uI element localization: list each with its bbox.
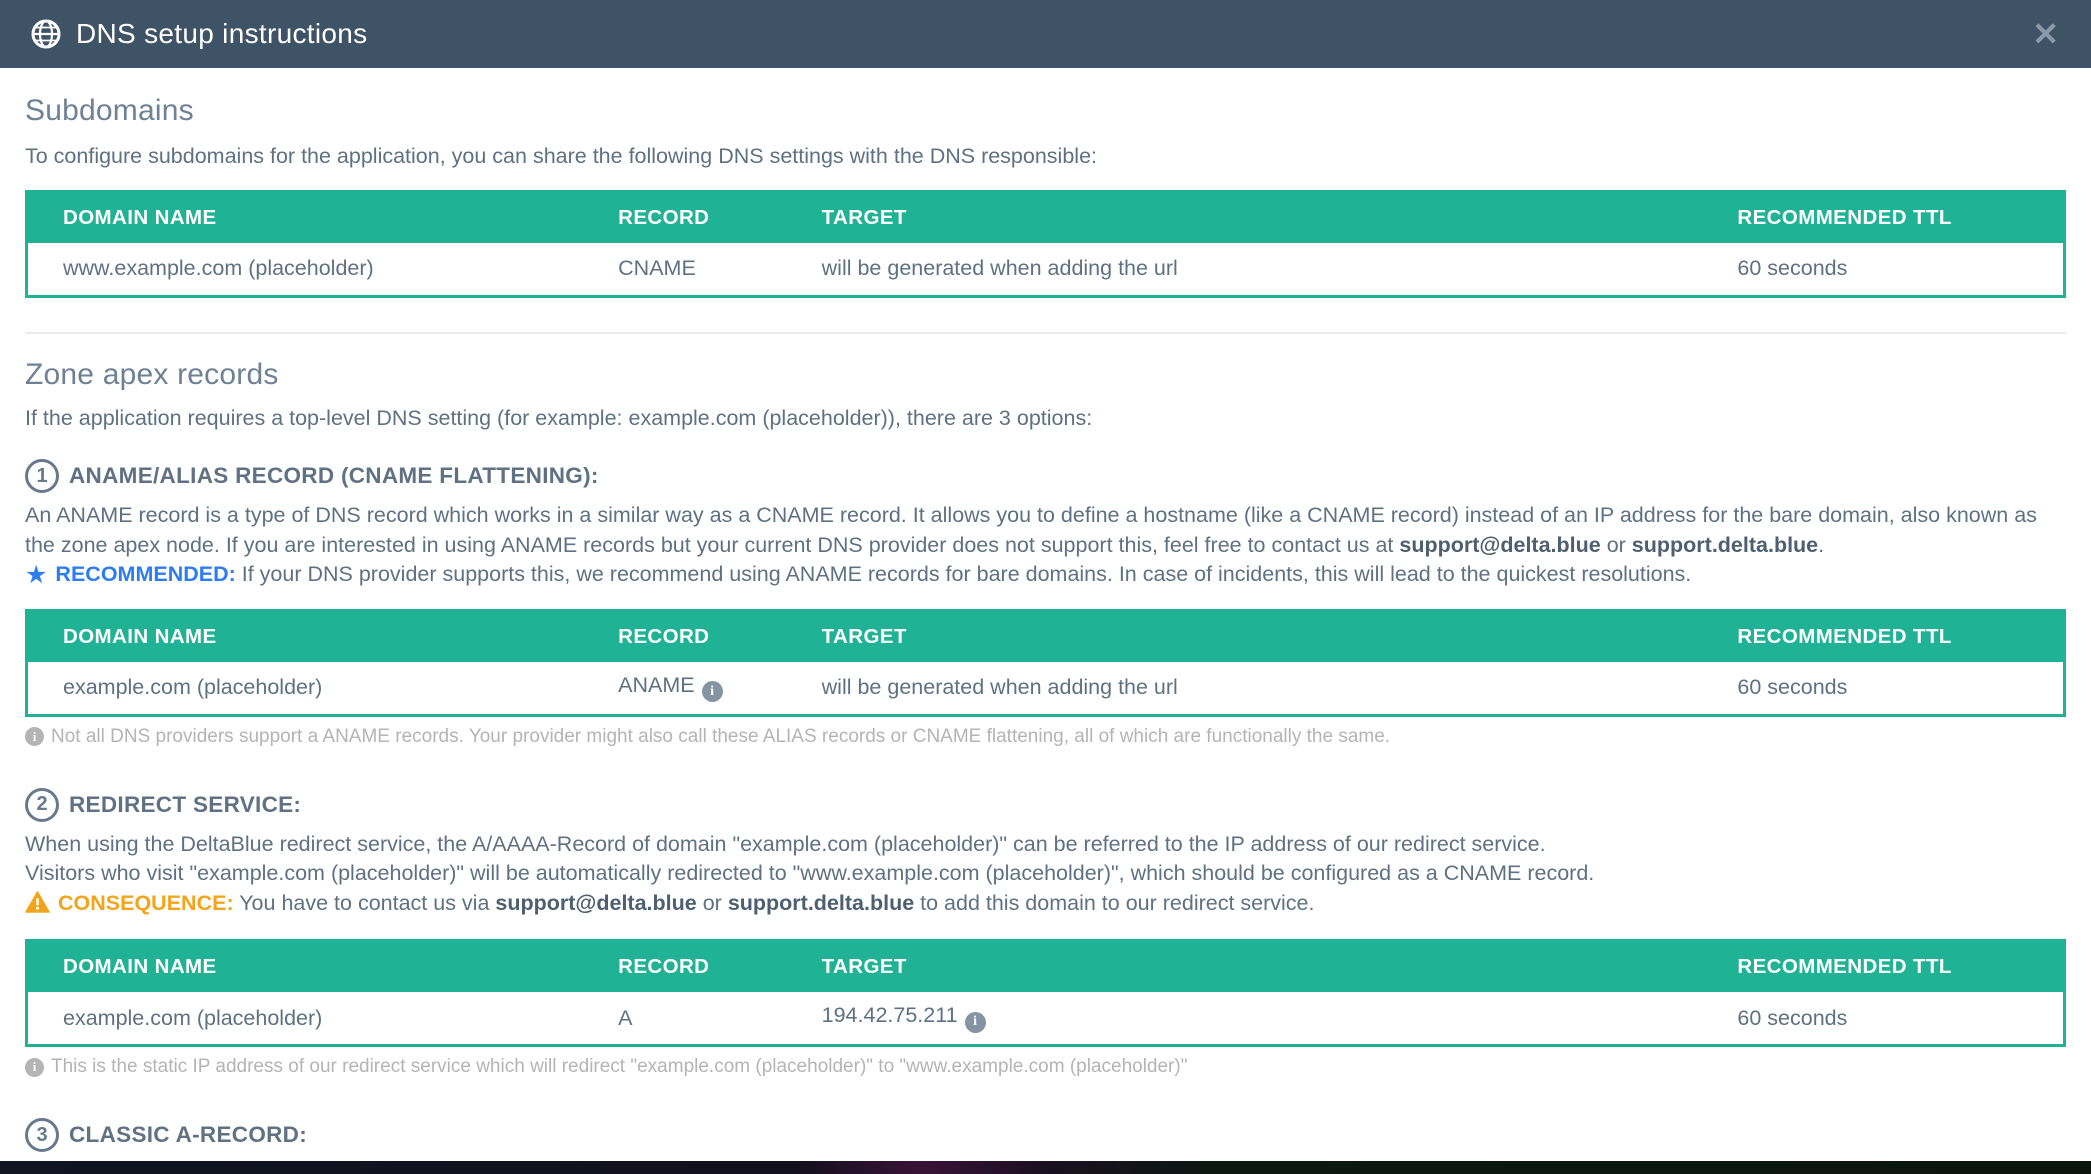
aname-footnote — [25, 726, 2066, 748]
subdomains-heading: Subdomains — [25, 94, 194, 127]
consequence-text-3: to add this domain to our redirect service. — [914, 890, 1315, 915]
number-1-icon: 1 — [25, 459, 59, 493]
info-icon: i — [25, 727, 44, 746]
globe-icon — [30, 18, 62, 50]
cell-record — [618, 662, 822, 714]
column-domain-name: DOMAIN NAME — [28, 193, 618, 243]
consequence-callout — [25, 889, 2066, 922]
recommended-label: RECOMMENDED: — [55, 562, 236, 586]
column-record: RECORD — [618, 193, 822, 243]
cell-domain: example.com (placeholder) — [28, 992, 618, 1044]
support-email: support@delta.blue — [495, 890, 697, 915]
column-record: RECORD — [618, 942, 822, 992]
option2-paragraph — [25, 830, 2066, 922]
aname-footnote-text: Not all DNS providers support a ANAME records. Your provider might also call these ALIAS records or CNAME flattening, all of which are functionally the same. — [51, 725, 1391, 747]
zone-apex-heading: Zone apex records — [25, 357, 279, 391]
column-target: TARGET — [822, 942, 1738, 992]
close-icon[interactable]: ✕ — [2032, 16, 2059, 52]
number-2-icon: 2 — [25, 788, 59, 822]
option1-paragraph — [25, 501, 2066, 591]
cell-record: A — [618, 992, 822, 1044]
section-divider — [25, 332, 2066, 334]
modal-title: DNS setup instructions — [76, 18, 368, 49]
recommended-text: If your DNS provider supports this, we recommend using ANAME records for bare domains. In case of incidents, this will lead to the quickest resolutions. — [235, 562, 1692, 586]
aname-table — [25, 609, 2066, 717]
support-site: support.delta.blue — [727, 890, 915, 915]
support-site: support.delta.blue — [1631, 532, 1819, 557]
cell-target — [822, 992, 1738, 1044]
target-ip-value: 194.42.75.211 — [821, 1003, 958, 1028]
option3-heading — [25, 1118, 2066, 1152]
record-value: ANAME — [618, 672, 695, 697]
cell-ttl: 60 seconds — [1737, 992, 2063, 1044]
zone-apex-intro: If the application requires a top-level DNS setting (for example: example.com (placeholder)), there are 3 options: — [25, 405, 1093, 430]
info-icon[interactable]: i — [702, 681, 723, 702]
info-icon: i — [25, 1058, 44, 1077]
column-domain-name: DOMAIN NAME — [28, 942, 618, 992]
support-email: support@delta.blue — [1399, 532, 1601, 557]
option1-title: ANAME/ALIAS RECORD (CNAME FLATTENING): — [69, 463, 599, 488]
cell-target: will be generated when adding the url — [822, 243, 1738, 295]
column-target: TARGET — [822, 612, 1738, 662]
table-row — [28, 992, 2063, 1044]
table-row — [28, 243, 2063, 295]
column-recommended-ttl: RECOMMENDED TTL — [1737, 193, 2063, 243]
option2-line1: When using the DeltaBlue redirect service, the A/AAAA-Record of domain "example.com (placeholder)" can be referred to the IP address of our redirect service. — [25, 831, 1546, 856]
modal-header — [0, 0, 2091, 68]
cell-domain: example.com (placeholder) — [28, 662, 618, 714]
option1-body-1: An ANAME record is a type of DNS record which works in a similar way as a CNAME record. It allows you to define a hostname (like a CNAME record) instead of an IP address for the bare domain, also known as the zone apex node. If you are interested in using ANAME records but your current DNS provider does not support this, feel free to contact us at — [25, 503, 2037, 557]
cell-ttl: 60 seconds — [1737, 243, 2063, 295]
consequence-text-2: or — [696, 890, 728, 915]
redirect-footnote — [25, 1056, 2066, 1078]
column-recommended-ttl: RECOMMENDED TTL — [1737, 942, 2063, 992]
column-target: TARGET — [822, 193, 1738, 243]
consequence-label: CONSEQUENCE: — [58, 890, 234, 915]
cell-record: CNAME — [618, 243, 822, 295]
option2-line2: Visitors who visit "example.com (placeholder)" will be automatically redirected to "www.example.com (placeholder)", which should be configured as a CNAME record. — [25, 861, 1595, 885]
modal-body — [0, 94, 2091, 1174]
table-row — [28, 662, 2063, 714]
cell-ttl: 60 seconds — [1737, 662, 2063, 714]
table-header-row — [28, 942, 2063, 992]
option2-title: REDIRECT SERVICE: — [69, 791, 302, 817]
redirect-footnote-text: This is the static IP address of our redirect service which will redirect "example.com (placeholder)" to "www.example.com (placeholder)" — [51, 1056, 1188, 1077]
column-recommended-ttl: RECOMMENDED TTL — [1737, 612, 2063, 662]
cell-domain: www.example.com (placeholder) — [28, 243, 618, 295]
star-icon: ★ — [25, 561, 48, 589]
screen-edge-bar — [0, 1161, 2091, 1174]
consequence-text-1: You have to contact us via — [233, 890, 496, 915]
cell-target: will be generated when adding the url — [822, 662, 1738, 714]
info-icon[interactable]: i — [965, 1012, 986, 1033]
column-record: RECORD — [618, 612, 822, 662]
column-domain-name: DOMAIN NAME — [28, 612, 618, 662]
option2-heading — [25, 788, 2066, 822]
option1-heading — [25, 459, 2066, 493]
option1-body-3: . — [1818, 532, 1825, 557]
recommended-callout — [25, 560, 2066, 591]
warning-icon — [25, 891, 50, 922]
option3-title: CLASSIC A-RECORD: — [69, 1122, 308, 1147]
subdomains-table — [25, 190, 2066, 298]
subdomains-description: To configure subdomains for the application, you can share the following DNS settings with the DNS responsible: — [25, 144, 1097, 168]
option1-body-2: or — [1600, 532, 1632, 557]
table-header-row — [28, 612, 2063, 662]
number-3-icon: 3 — [25, 1118, 59, 1152]
redirect-table — [25, 939, 2066, 1047]
table-header-row — [28, 193, 2063, 243]
